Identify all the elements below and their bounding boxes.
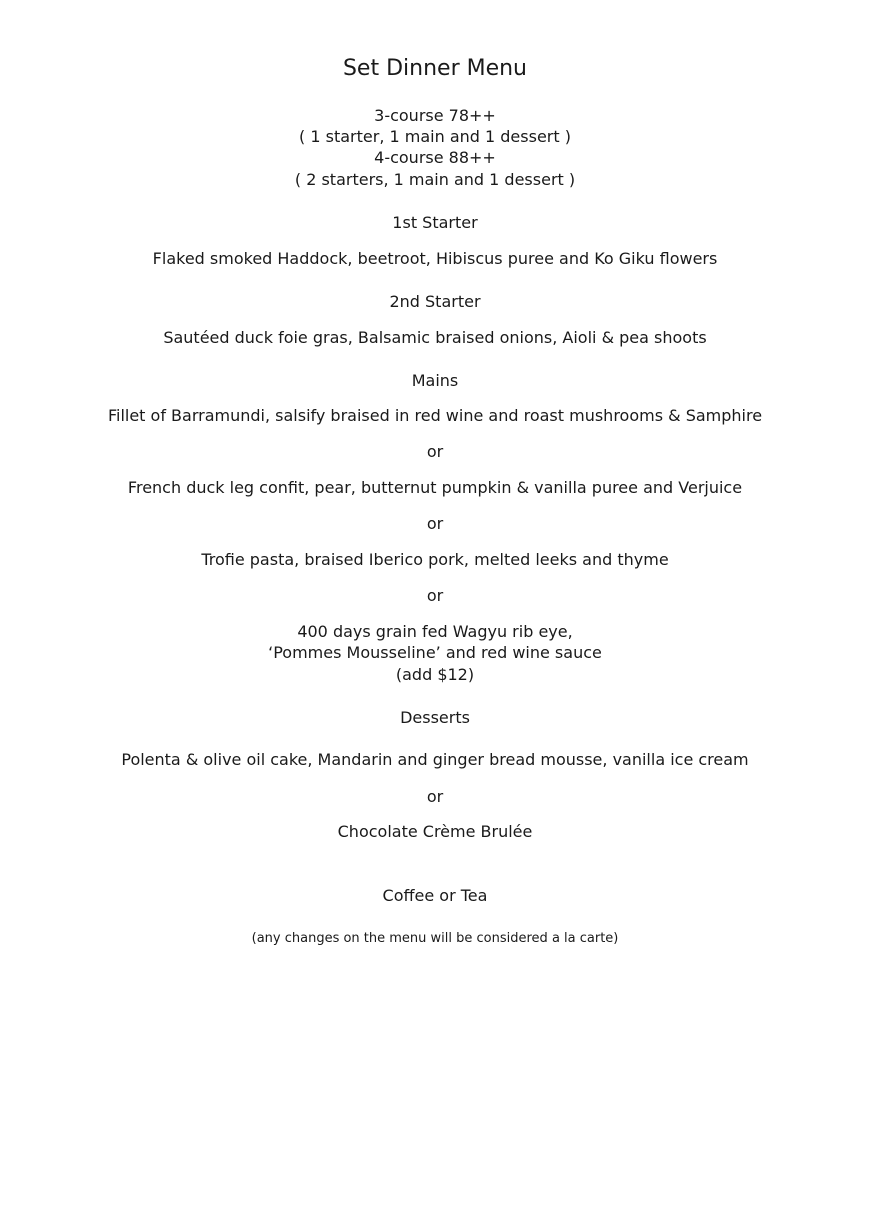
dessert-dish: Chocolate Crème Brulée (337, 822, 533, 841)
price-four-course: 4-course 88++ (374, 148, 496, 167)
mains-dish-surcharge: (add $12) (395, 665, 475, 684)
first-starter-dish: Flaked smoked Haddock, beetroot, Hibiscus puree and Ko Giku flowers (152, 249, 718, 268)
or-separator: or (426, 787, 444, 806)
or-separator: or (426, 514, 444, 533)
mains-heading: Mains (411, 371, 459, 390)
mains-dish: Fillet of Barramundi, salsify braised in red wine and roast mushrooms & Samphire (107, 406, 763, 425)
mains-dish: Trofie pasta, braised Iberico pork, melted leeks and thyme (201, 550, 669, 569)
mains-dish: French duck leg confit, pear, butternut pumpkin & vanilla puree and Verjuice (127, 478, 743, 497)
second-starter-heading: 2nd Starter (389, 292, 481, 311)
price-three-course-description: ( 1 starter, 1 main and 1 dessert ) (299, 127, 571, 146)
or-separator: or (426, 586, 444, 605)
mains-dish-line: ‘Pommes Mousseline’ and red wine sauce (268, 643, 602, 662)
menu-note: (any changes on the menu will be considered a la carte) (251, 931, 619, 946)
price-three-course: 3-course 78++ (374, 106, 496, 125)
desserts-heading: Desserts (400, 708, 470, 727)
first-starter-heading: 1st Starter (392, 213, 478, 232)
mains-dish-line: 400 days grain fed Wagyu rib eye, (297, 622, 573, 641)
price-four-course-description: ( 2 starters, 1 main and 1 dessert ) (294, 170, 576, 189)
second-starter-dish: Sautéed duck foie gras, Balsamic braised onions, Aioli & pea shoots (163, 328, 707, 347)
coffee-or-tea: Coffee or Tea (382, 886, 488, 905)
menu-title: Set Dinner Menu (342, 56, 528, 81)
or-separator: or (426, 442, 444, 461)
dessert-dish: Polenta & olive oil cake, Mandarin and ginger bread mousse, vanilla ice cream (121, 750, 749, 769)
